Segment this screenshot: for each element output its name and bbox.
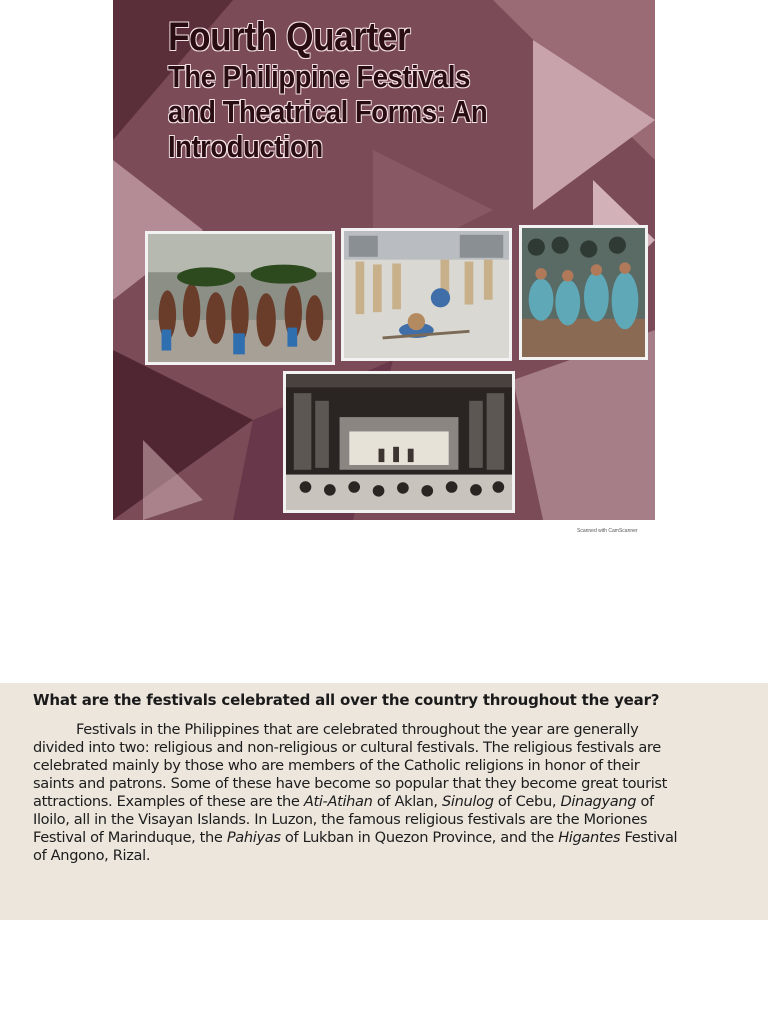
paragraph-line: attractions. Examples of these are the Ati-Atihan of Aklan, Sinulog of Cebu, Dinagyang of <box>33 793 654 810</box>
photo-theater-stage <box>283 371 515 513</box>
paragraph-line: Festival of Marinduque, the Pahiyas of Lukban in Quezon Province, and the Higantes Festival <box>33 829 678 846</box>
scanner-watermark: Scanned with CamScanner <box>577 528 638 534</box>
paragraph-line: saints and patrons. Some of these have become so popular that they become great tourist <box>33 775 668 792</box>
cover-title-line-1: The Philippine Festivals <box>168 60 470 94</box>
section-question-heading: What are the festivals celebrated all over the country throughout the year? <box>33 691 660 709</box>
book-cover <box>113 0 655 520</box>
photo-plaza-dancers <box>341 228 512 361</box>
paragraph-line: Iloilo, all in the Visayan Islands. In Luzon, the famous religious festivals are the Moriones <box>33 811 648 828</box>
photo-street-dancers <box>145 231 335 365</box>
cover-title-main: Fourth Quarter <box>168 15 411 59</box>
paragraph-line: Festivals in the Philippines that are celebrated throughout the year are generally <box>76 721 639 738</box>
textbook-text-section <box>0 683 768 920</box>
paragraph-line: divided into two: religious and non-religious or cultural festivals. The religious festivals are <box>33 739 661 756</box>
cover-title <box>168 14 523 165</box>
paragraph-line: of Angono, Rizal. <box>33 847 151 864</box>
cover-title-line-2: and Theatrical Forms: An <box>168 95 488 129</box>
photo-women-in-gowns <box>519 225 648 360</box>
paragraph-line: celebrated mainly by those who are members of the Catholic religions in honor of their <box>33 757 640 774</box>
cover-title-line-3: Introduction <box>168 130 323 164</box>
